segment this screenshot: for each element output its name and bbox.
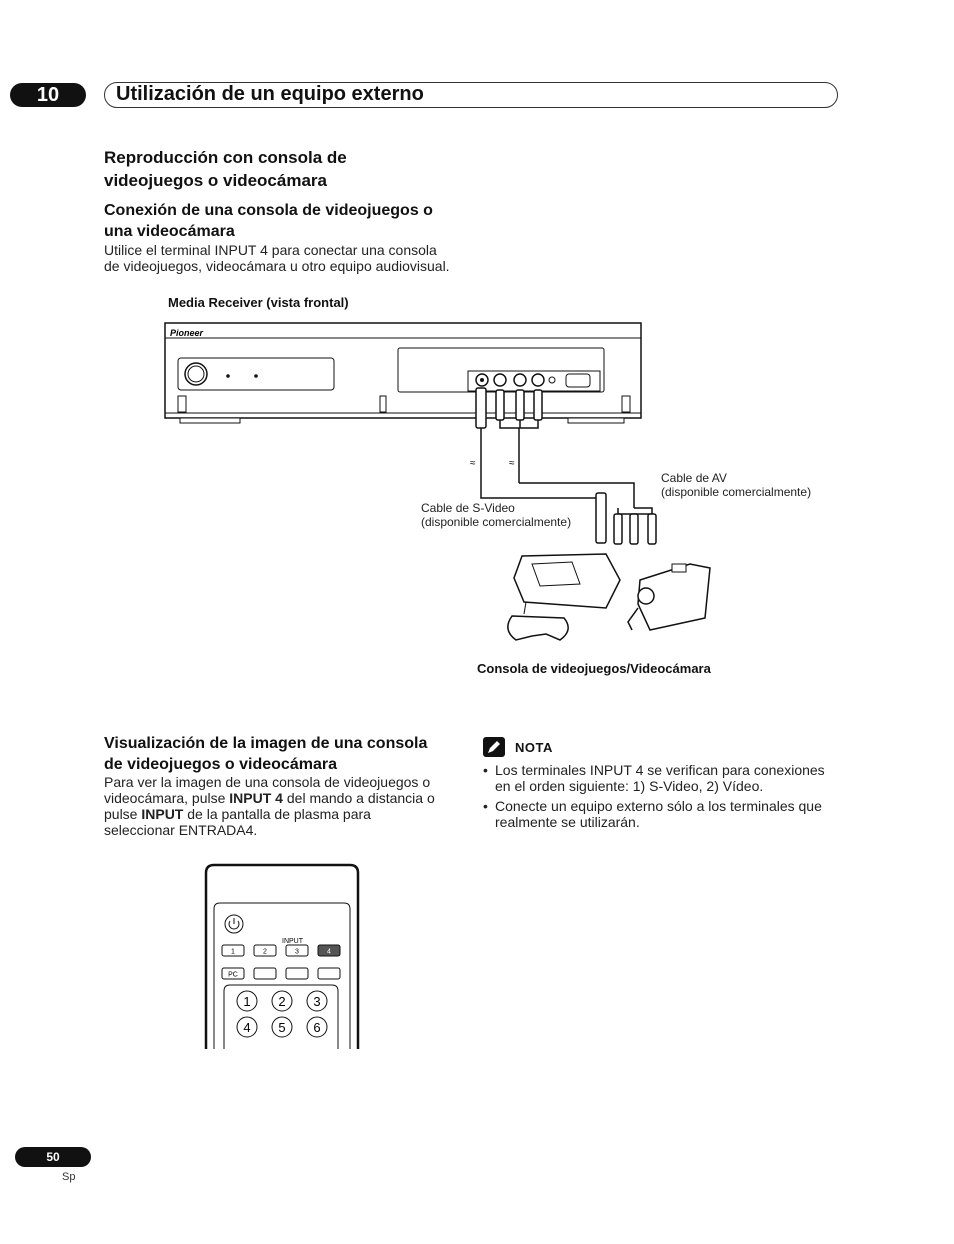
number-button-label: 1 (243, 994, 251, 1009)
brand-logo: Pioneer (170, 328, 204, 338)
body-bold: INPUT (141, 806, 184, 822)
page-language: Sp (62, 1171, 76, 1183)
chapter-number: 10 (10, 83, 86, 107)
section2-body (104, 774, 464, 838)
av-cable-line: (disponible comercialmente) (661, 485, 812, 499)
section-title (104, 146, 347, 192)
pencil-icon (483, 737, 505, 757)
note-item: • Los terminales INPUT 4 se verifican para conexiones en el orden siguiente: 1) S-Video, 2) Vídeo. (483, 762, 838, 794)
body-line: seleccionar ENTRADA4. (104, 822, 258, 838)
number-button-label: 2 (278, 994, 286, 1009)
analog-rgb-port (566, 374, 590, 387)
connection-diagram (160, 318, 850, 658)
svideo-plug (476, 388, 486, 428)
receiver-label: Media Receiver (vista frontal) (168, 295, 349, 310)
body-line: Utilice el terminal INPUT 4 para conectar una consola (104, 242, 437, 258)
receiver-foot (180, 418, 240, 423)
input-button-label: 1 (231, 948, 235, 956)
cable-break-mark: ≈ (509, 458, 515, 469)
subsection-title (104, 200, 433, 242)
subsection-title-line: una videocámara (104, 223, 235, 240)
page-number: 50 (15, 1147, 91, 1167)
rca-plug (630, 514, 638, 544)
body-text: pulse (104, 806, 142, 822)
screen-button (286, 968, 308, 979)
device-label: Consola de videojuegos/Videocámara (477, 661, 711, 676)
pc-button-label: PC (228, 971, 238, 979)
input-button-label: 3 (295, 948, 299, 956)
number-button-label: 3 (313, 994, 321, 1009)
body-line: de videojuegos, videocámara u otro equipo audiovisual. (104, 258, 450, 274)
svideo-plug (596, 493, 606, 543)
rca-plug (496, 390, 504, 420)
body-text: de la pantalla de plasma para (183, 806, 371, 822)
audio-r-jack (532, 374, 544, 386)
note-list (483, 762, 838, 834)
number-button-label: 6 (313, 1020, 321, 1035)
body-line (104, 806, 464, 822)
rca-plug (516, 390, 524, 420)
svideo-cable-line: Cable de S-Video (421, 501, 515, 515)
remote-control (204, 863, 362, 1051)
rca-plug (614, 514, 622, 544)
chapter-title: Utilización de un equipo externo (116, 83, 424, 105)
number-button-label: 5 (278, 1020, 286, 1035)
screen-button (318, 968, 340, 979)
subsection-title-line: de videojuegos o videocámara (104, 756, 337, 773)
cable-break-mark: ≈ (470, 458, 476, 469)
screen-button (254, 968, 276, 979)
section-body (104, 242, 450, 274)
subsection-title (104, 733, 427, 775)
game-controller (508, 616, 568, 640)
remote-input-label: INPUT (282, 938, 303, 945)
body-bold: INPUT 4 (229, 790, 283, 806)
subsection-title-line: Conexión de una consola de videojuegos o (104, 202, 433, 219)
svideo-cable-line: (disponible comercialmente) (421, 515, 572, 529)
input-button-label: 4 (327, 948, 331, 956)
on-led (226, 374, 230, 378)
audio-l-jack (514, 374, 526, 386)
section-title-line: videojuegos o videocámara (104, 171, 327, 190)
receiver-foot (568, 418, 624, 423)
body-line (104, 790, 464, 806)
body-text: del mando a distancia o (282, 790, 435, 806)
section-title-line: Reproducción con consola de (104, 148, 347, 167)
note-item: • Conecte un equipo externo sólo a los terminales que realmente se utilizarán. (483, 798, 838, 830)
body-line: Para ver la imagen de una consola de videojuegos o (104, 774, 431, 790)
body-text: videocámara, pulse (104, 790, 230, 806)
rca-plug (534, 390, 542, 420)
number-button-label: 4 (243, 1020, 251, 1035)
standby-led (254, 374, 258, 378)
av-cable-line: Cable de AV (661, 471, 727, 485)
rca-plug (648, 514, 656, 544)
input-button-label: 2 (263, 948, 267, 956)
video-jack (494, 374, 506, 386)
note-title: NOTA (515, 740, 553, 755)
subsection-title-line: Visualización de la imagen de una consola (104, 735, 428, 752)
